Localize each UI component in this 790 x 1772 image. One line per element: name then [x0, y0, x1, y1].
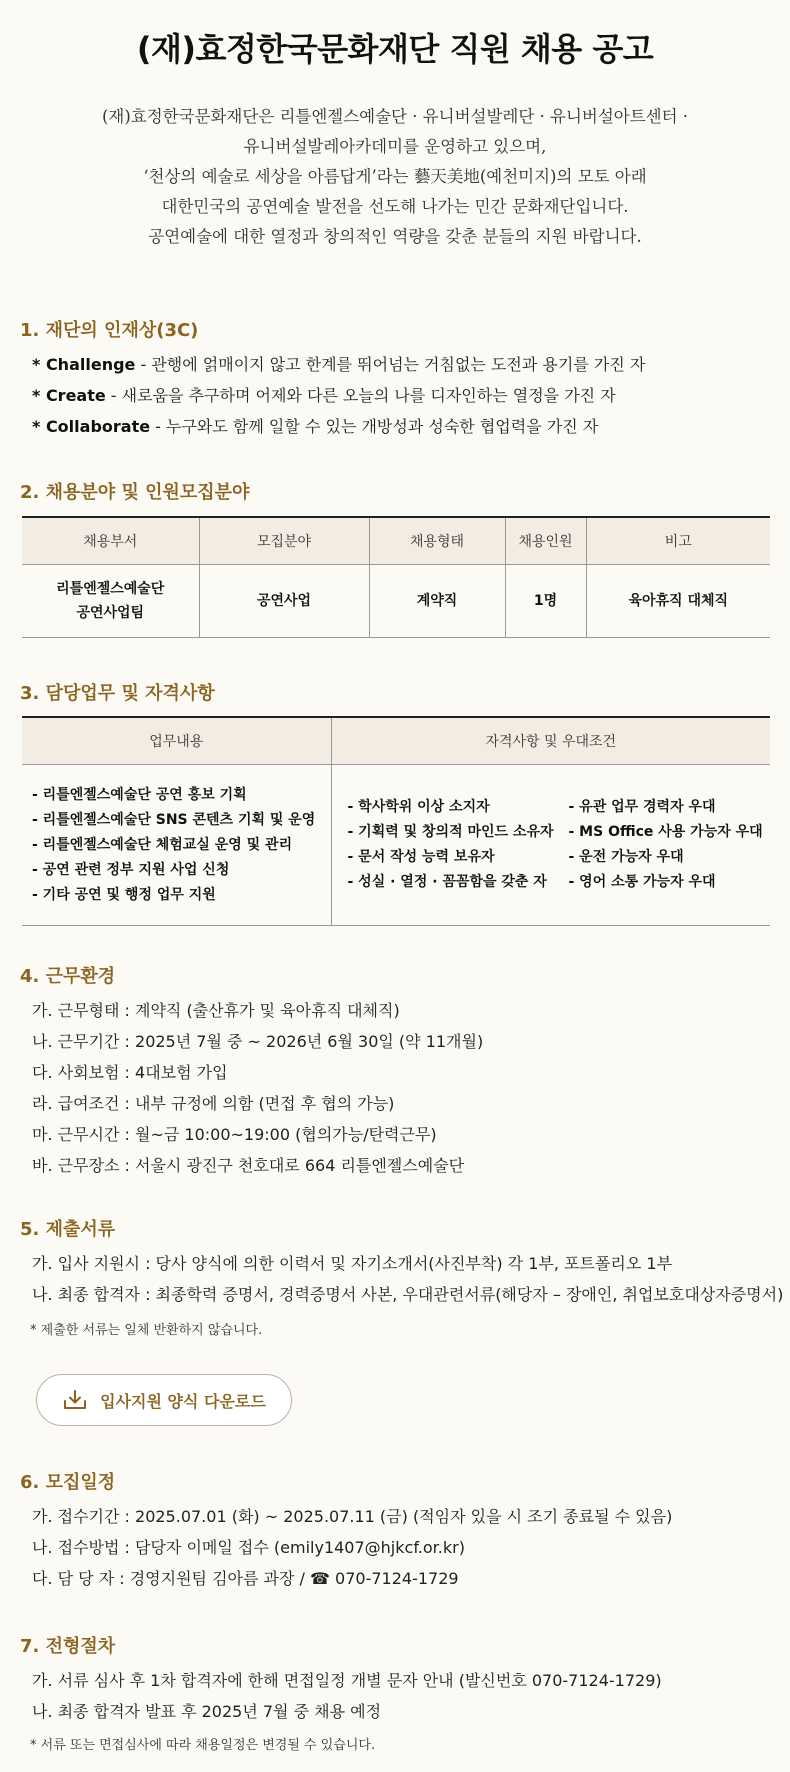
list-item: 다. 담 당 자 : 경영지원팀 김아름 과장 / ☎ 070-7124-1729	[32, 1569, 459, 1588]
list-item: 나. 최종 합격자 : 최종학력 증명서, 경력증명서 사본, 우대관련서류(해당자 – 장애인, 취업보호대상자증명서)	[32, 1285, 784, 1304]
page-title: (재)효정한국문화재단 직원 채용 공고	[136, 30, 654, 68]
preference-item: - MS Office 사용 가능자 우대	[568, 824, 763, 840]
table-row	[22, 765, 770, 926]
list-item	[32, 380, 645, 411]
process-list	[32, 1665, 662, 1727]
column-header: 자격사항 및 우대조건	[331, 717, 770, 765]
list-item: 가. 서류 심사 후 1차 합격자에 한해 면접일정 개별 문자 안내 (발신번호 070-7124-1729)	[32, 1671, 662, 1690]
section-heading-documents: 5. 제출서류	[20, 1219, 116, 1240]
intro-line: 대한민국의 공연예술 발전을 선도해 나가는 민간 문화재단입니다.	[161, 197, 629, 216]
qualification-item: - 성실 · 열정 · 꼼꼼함을 갖춘 자	[347, 874, 547, 890]
work-environment-list	[32, 995, 483, 1181]
list-item: 나. 근무기간 : 2025년 7월 중 ~ 2026년 6월 30일 (약 11개월)	[32, 1032, 484, 1051]
table-header-row	[22, 717, 770, 765]
list-item	[32, 349, 645, 380]
talent-list	[32, 349, 645, 442]
cell-type: 계약직	[369, 565, 505, 638]
column-header: 채용인원	[505, 517, 586, 565]
list-item: 마. 근무시간 : 월~금 10:00~19:00 (협의가능/탄력근무)	[32, 1125, 437, 1144]
cell-note: 육아휴직 대체직	[586, 565, 770, 638]
section-heading-duties: 3. 담당업무 및 자격사항	[20, 683, 215, 704]
download-application-form-button[interactable]	[36, 1374, 292, 1426]
schedule-list	[32, 1501, 672, 1594]
qualification-item: - 학사학위 이상 소지자	[347, 799, 490, 815]
talent-desc: - 누구와도 함께 일할 수 있는 개방성과 성숙한 협업력을 가진 자	[150, 417, 599, 436]
column-header: 채용형태	[369, 517, 505, 565]
task-list	[22, 765, 331, 926]
preference-item: - 운전 가능자 우대	[568, 849, 684, 865]
list-item: 가. 접수기간 : 2025.07.01 (화) ~ 2025.07.11 (금) (적임자 있을 시 조기 종료될 수 있음)	[32, 1507, 673, 1526]
intro-line: 유니버설발레아카데미를 운영하고 있으며,	[243, 137, 547, 156]
intro-line: ‘천상의 예술로 세상을 아름답게’라는 藝天美地(예천미지)의 모토 아래	[143, 167, 647, 186]
documents-list	[32, 1248, 783, 1310]
cell-count: 1명	[505, 565, 586, 638]
talent-term: * Collaborate	[32, 417, 151, 436]
talent-term: * Create	[32, 386, 106, 405]
process-note: * 서류 또는 면접심사에 따라 채용일정은 변경될 수 있습니다.	[30, 1738, 376, 1753]
qualification-cell	[331, 765, 770, 926]
column-header: 비고	[586, 517, 770, 565]
talent-term: * Challenge	[32, 355, 136, 374]
task-item: - 리틀엔젤스예술단 공연 홍보 기획	[32, 786, 247, 803]
preference-item: - 유관 업무 경력자 우대	[568, 799, 716, 815]
talent-desc: - 관행에 얽매이지 않고 한계를 뛰어넘는 거침없는 도전과 용기를 가진 자	[135, 355, 646, 374]
qualification-item: - 기획력 및 창의적 마인드 소유자	[347, 824, 554, 840]
table-row	[22, 565, 770, 638]
task-item: - 기타 공연 및 행정 업무 지원	[32, 886, 216, 903]
cell-field: 공연사업	[199, 565, 369, 638]
positions-table	[22, 516, 770, 638]
intro-line: (재)효정한국문화재단은 리틀엔젤스예술단 · 유니버설발레단 · 유니버설아트센터 ·	[101, 107, 689, 126]
download-tray-icon	[62, 1389, 88, 1411]
preference-item: - 영어 소통 가능자 우대	[568, 874, 716, 890]
intro-paragraph	[20, 102, 770, 252]
section-heading-process: 7. 전형절차	[20, 1636, 116, 1657]
section-heading-schedule: 6. 모집일정	[20, 1472, 116, 1493]
list-item: 나. 최종 합격자 발표 후 2025년 7월 중 채용 예정	[32, 1702, 382, 1721]
column-header: 업무내용	[22, 717, 331, 765]
qualification-item: - 문서 작성 능력 보유자	[347, 849, 495, 865]
list-item: 바. 근무장소 : 서울시 광진구 천호대로 664 리틀엔젤스예술단	[32, 1156, 465, 1175]
column-header: 모집분야	[199, 517, 369, 565]
list-item: 라. 급여조건 : 내부 규정에 의함 (면접 후 협의 가능)	[32, 1094, 395, 1113]
intro-line: 공연예술에 대한 열정과 창의적인 역량을 갖춘 분들의 지원 바랍니다.	[148, 227, 642, 246]
duties-table	[22, 716, 770, 926]
task-item: - 공연 관련 정부 지원 사업 신청	[32, 861, 230, 878]
download-button-label: 입사지원 양식 다운로드	[100, 1391, 266, 1411]
department-line: 공연사업팀	[76, 605, 145, 621]
list-item	[32, 411, 645, 442]
column-header: 채용부서	[22, 517, 199, 565]
department-line: 리틀엔젤스예술단	[56, 581, 165, 597]
section-heading-positions: 2. 채용분야 및 인원모집분야	[20, 482, 250, 503]
documents-note: * 제출한 서류는 일체 반환하지 않습니다.	[30, 1323, 263, 1338]
list-item: 다. 사회보험 : 4대보험 가입	[32, 1063, 228, 1082]
task-item: - 리틀엔젤스예술단 SNS 콘텐츠 기획 및 운영	[32, 811, 316, 828]
table-header-row	[22, 517, 770, 565]
qualification-list	[348, 795, 569, 895]
task-item: - 리틀엔젤스예술단 체험교실 운영 및 관리	[32, 836, 293, 853]
section-heading-talent: 1. 재단의 인재상(3C)	[20, 320, 199, 341]
cell-department	[22, 565, 199, 638]
section-heading-work-environment: 4. 근무환경	[20, 966, 116, 987]
list-item: 가. 입사 지원시 : 당사 양식에 의한 이력서 및 자기소개서(사진부착) 각 1부, 포트폴리오 1부	[32, 1254, 673, 1273]
list-item: 가. 근무형태 : 계약직 (출산휴가 및 육아휴직 대체직)	[32, 1001, 400, 1020]
list-item: 나. 접수방법 : 담당자 이메일 접수 (emily1407@hjkcf.or.kr)	[32, 1538, 465, 1557]
talent-desc: - 새로움을 추구하며 어제와 다른 오늘의 나를 디자인하는 열정을 가진 자	[105, 386, 616, 405]
preference-list	[569, 795, 771, 895]
